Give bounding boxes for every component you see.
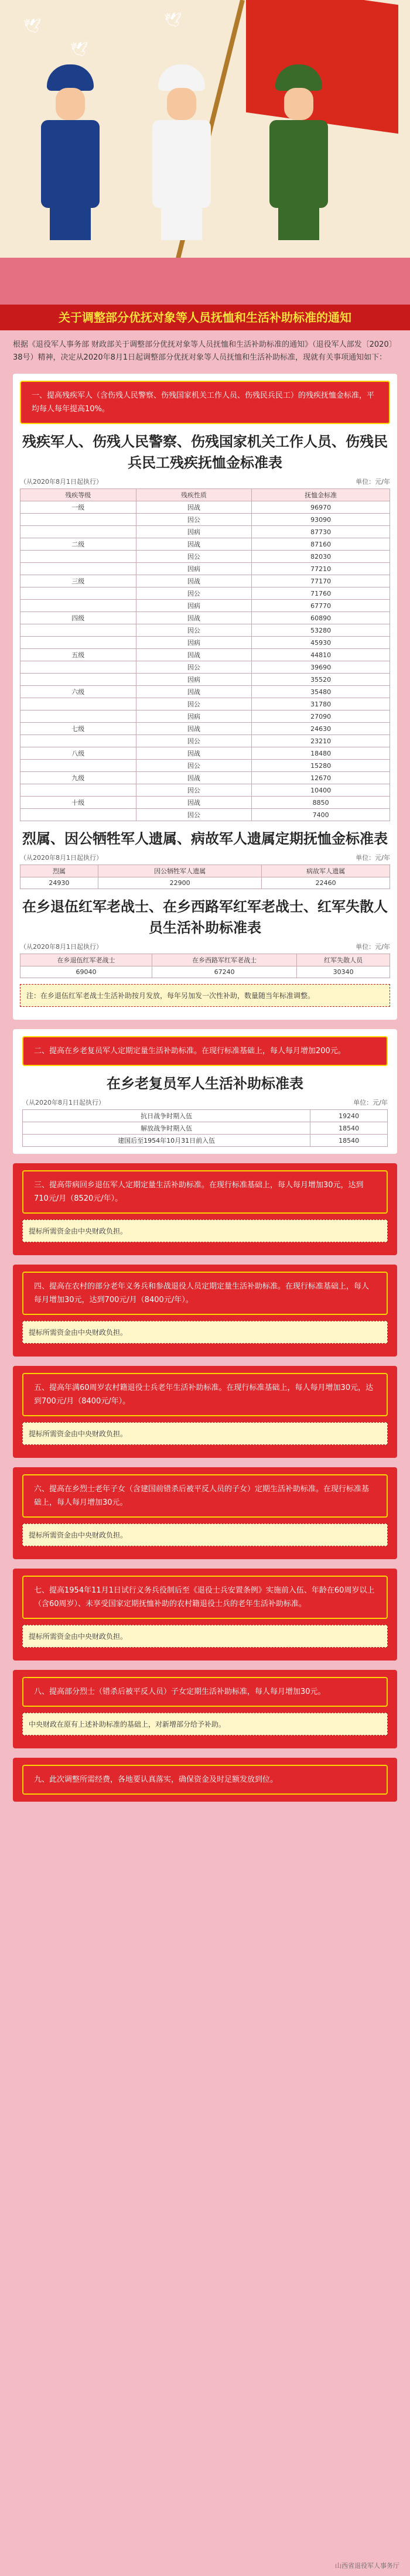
table1-note: （从2020年8月1日起执行） 单位：元/年 — [20, 478, 390, 486]
table-row — [20, 514, 390, 526]
table-cell: 因公 — [136, 661, 252, 674]
table-cell: 53280 — [252, 624, 390, 637]
table-row — [20, 661, 390, 674]
table-cell: 24930 — [20, 877, 98, 889]
item7-box: 七、提高1954年11月1日试行义务兵役制后至《退役士兵安置条例》实施前入伍、年龄在60周岁以上（含60周岁）、未享受国家定期抚恤补助的农村籍退役士兵的老年生活补助标准。 — [22, 1576, 388, 1619]
table-row — [20, 612, 390, 624]
table-cell: 22900 — [98, 877, 262, 889]
table-header-cell: 因公牺牲军人遗属 — [98, 865, 262, 877]
table-cell: 因公 — [136, 784, 252, 797]
table-row — [20, 637, 390, 649]
table-cell: 七级 — [20, 723, 136, 735]
table-cell: 27090 — [252, 710, 390, 723]
table-cell: 18480 — [252, 747, 390, 760]
table-cell: 因病 — [136, 563, 252, 575]
table-cell: 71760 — [252, 587, 390, 600]
item4-card — [13, 1265, 397, 1357]
table-cell: 18540 — [310, 1135, 388, 1147]
page-title: 关于调整部分优抚对象等人员抚恤和生活补助标准的通知 — [0, 305, 410, 330]
table-row — [20, 575, 390, 587]
item7-subnote: 提标所需资金由中央财政负担。 — [22, 1625, 388, 1648]
table-cell — [20, 551, 136, 563]
table-header-cell: 抚恤金标准 — [252, 489, 390, 501]
table-cell: 96970 — [252, 501, 390, 514]
table-cell — [20, 514, 136, 526]
item8-card — [13, 1670, 397, 1748]
item9-box: 九、此次调整所需经费，各地要认真落实，确保资金及时足额发放到位。 — [22, 1765, 388, 1795]
table-cell — [20, 735, 136, 747]
table-row — [23, 1135, 388, 1147]
table-row — [20, 538, 390, 551]
table-cell: 15280 — [252, 760, 390, 772]
table-cell: 因公 — [136, 514, 252, 526]
table-header-cell: 红军失散人员 — [297, 954, 390, 966]
dove-icon: 🕊 — [164, 12, 182, 28]
soldier-navy — [146, 64, 217, 240]
table2-title: 烈属、因公牺牲军人遗属、病故军人遗属定期抚恤金标准表 — [22, 831, 388, 847]
item5-card — [13, 1366, 397, 1458]
table-header-cell: 烈属 — [20, 865, 98, 877]
table-cell: 因战 — [136, 797, 252, 809]
table-row — [20, 649, 390, 661]
table-row — [20, 526, 390, 538]
table-cell: 十级 — [20, 797, 136, 809]
table-cell: 解放战争时期入伍 — [23, 1122, 310, 1135]
table-cell: 30340 — [297, 966, 390, 978]
table-row — [20, 624, 390, 637]
table-cell: 因公 — [136, 698, 252, 710]
table-row — [20, 710, 390, 723]
table-cell — [20, 587, 136, 600]
table-cell: 因病 — [136, 600, 252, 612]
item5-box: 五、提高年满60周岁农村籍退役士兵老年生活补助标准。在现行标准基础上，每人每月增加30元，达到700元/月（8400元/年）。 — [22, 1373, 388, 1416]
table-row — [20, 551, 390, 563]
table-cell: 四级 — [20, 612, 136, 624]
table-header-cell: 在乡西路军红军老战士 — [152, 954, 297, 966]
table1 — [20, 488, 390, 821]
table-cell: 因战 — [136, 649, 252, 661]
table-row — [20, 600, 390, 612]
table-cell: 39690 — [252, 661, 390, 674]
table-cell: 因公 — [136, 587, 252, 600]
table-cell: 18540 — [310, 1122, 388, 1135]
item8-subnote: 中央财政在原有上述补助标准的基础上，对新增部分给予补助。 — [22, 1713, 388, 1735]
table-cell: 五级 — [20, 649, 136, 661]
table1-title: 残疾军人、伤残人民警察、伤残国家机关工作人员、伤残民兵民工残疾抚恤金标准表 — [22, 433, 388, 471]
table-cell — [20, 600, 136, 612]
table-cell: 77170 — [252, 575, 390, 587]
table-cell — [20, 563, 136, 575]
item1-card — [13, 374, 397, 1020]
item3-subnote: 提标所需资金由中央财政负担。 — [22, 1219, 388, 1242]
item6-card — [13, 1467, 397, 1559]
table4 — [22, 1109, 388, 1147]
table-row — [20, 501, 390, 514]
table-row — [20, 797, 390, 809]
table-cell — [20, 809, 136, 821]
item1-box: 一、提高残疾军人（含伤残人民警察、伤残国家机关工作人员、伤残民兵民工）的残疾抚恤金标准，平均每人每年提高10%。 — [20, 381, 390, 424]
table-row — [23, 1110, 388, 1122]
table2 — [20, 865, 390, 889]
table-cell — [20, 624, 136, 637]
table-row — [20, 772, 390, 784]
table-cell: 二级 — [20, 538, 136, 551]
table-cell: 因病 — [136, 637, 252, 649]
item6-subnote: 提标所需资金由中央财政负担。 — [22, 1523, 388, 1546]
table-header-cell: 残疾等级 — [20, 489, 136, 501]
item6-box: 六、提高在乡烈士老年子女（含建国前错杀后被平反人员的子女）定期生活补助标准。在现行标准基础上，每人每月增加30元。 — [22, 1474, 388, 1518]
table3-note: （从2020年8月1日起执行） 单位：元/年 — [20, 943, 390, 951]
table-cell — [20, 710, 136, 723]
table-cell: 12670 — [252, 772, 390, 784]
table-cell: 因战 — [136, 747, 252, 760]
item7-card — [13, 1569, 397, 1661]
table-row — [20, 809, 390, 821]
table-cell: 22460 — [262, 877, 390, 889]
table-cell: 九级 — [20, 772, 136, 784]
item2-card — [13, 1029, 397, 1154]
table-row — [23, 1122, 388, 1135]
table-cell: 因战 — [136, 686, 252, 698]
table-cell: 因公 — [136, 760, 252, 772]
table-cell: 60890 — [252, 612, 390, 624]
dove-icon: 🕊 — [70, 41, 88, 57]
table-cell: 一级 — [20, 501, 136, 514]
table-header-cell: 病故军人遗属 — [262, 865, 390, 877]
table-cell: 87730 — [252, 526, 390, 538]
hero-illustration — [0, 0, 410, 328]
table-cell: 93090 — [252, 514, 390, 526]
table-cell — [20, 698, 136, 710]
table-cell: 8850 — [252, 797, 390, 809]
table-cell: 19240 — [310, 1110, 388, 1122]
table-cell: 67770 — [252, 600, 390, 612]
table-cell: 建国后至1954年10月31日前入伍 — [23, 1135, 310, 1147]
item8-box: 八、提高部分烈士（错杀后被平反人员）子女定期生活补助标准，每人每月增加30元。 — [22, 1677, 388, 1707]
table-cell: 因战 — [136, 772, 252, 784]
table4-note: （从2020年8月1日起执行） 单位：元/年 — [22, 1099, 388, 1106]
table-cell: 82030 — [252, 551, 390, 563]
item3-box: 三、提高带病回乡退伍军人定期定量生活补助标准。在现行标准基础上，每人每月增加30元，达到710元/月（8520元/年）。 — [22, 1170, 388, 1214]
table4-title: 在乡老复员军人生活补助标准表 — [107, 1075, 303, 1092]
item3-card — [13, 1163, 397, 1255]
table-row — [20, 686, 390, 698]
table-cell: 三级 — [20, 575, 136, 587]
table-cell: 因战 — [136, 538, 252, 551]
table-cell: 31780 — [252, 698, 390, 710]
table-cell: 因公 — [136, 809, 252, 821]
table-cell — [20, 637, 136, 649]
table-row — [20, 784, 390, 797]
dove-icon: 🕊 — [23, 18, 42, 34]
table3-title: 在乡退伍红军老战士、在乡西路军红军老战士、红军失散人员生活补助标准表 — [22, 898, 388, 936]
footer-source: 山西省退役军人事务厅 — [335, 2562, 399, 2570]
table-cell: 因战 — [136, 723, 252, 735]
table-cell: 因战 — [136, 575, 252, 587]
table-cell — [20, 674, 136, 686]
table-cell: 因公 — [136, 624, 252, 637]
table-header-cell: 残疾性质 — [136, 489, 252, 501]
table-cell: 87160 — [252, 538, 390, 551]
table-row — [20, 735, 390, 747]
table-header-cell: 在乡退伍红军老战士 — [20, 954, 152, 966]
table-cell: 六级 — [20, 686, 136, 698]
table-cell: 69040 — [20, 966, 152, 978]
item5-subnote: 提标所需资金由中央财政负担。 — [22, 1422, 388, 1445]
table3-footnote: 注：在乡退伍红军老战士生活补助按月发放，每年另加发一次性补助，数量随当年标准调整。 — [20, 984, 390, 1007]
table-cell: 因病 — [136, 710, 252, 723]
table2-note: （从2020年8月1日起执行） 单位：元/年 — [20, 854, 390, 862]
item4-box: 四、提高在农村的部分老年义务兵和参战退役人员定期定量生活补助标准。在现行标准基础上，每人每月增加30元，达到700元/月（8400元/年）。 — [22, 1272, 388, 1315]
table-cell: 八级 — [20, 747, 136, 760]
table-row — [20, 760, 390, 772]
table-cell: 抗日战争时期入伍 — [23, 1110, 310, 1122]
soldier-army — [264, 64, 334, 240]
table-cell: 因公 — [136, 735, 252, 747]
table-cell — [20, 661, 136, 674]
soldier-police — [35, 64, 105, 240]
table-row — [20, 747, 390, 760]
table-cell: 77210 — [252, 563, 390, 575]
table-row — [20, 674, 390, 686]
table-row — [20, 563, 390, 575]
table-cell: 因战 — [136, 501, 252, 514]
table-cell: 因公 — [136, 551, 252, 563]
table-cell: 23210 — [252, 735, 390, 747]
item9-card — [13, 1758, 397, 1802]
table-cell — [20, 760, 136, 772]
table-cell: 10400 — [252, 784, 390, 797]
table-cell: 24630 — [252, 723, 390, 735]
table-cell: 因病 — [136, 526, 252, 538]
table-cell: 67240 — [152, 966, 297, 978]
table-cell: 因病 — [136, 674, 252, 686]
table-cell: 44810 — [252, 649, 390, 661]
table-row — [20, 587, 390, 600]
item4-subnote: 提标所需资金由中央财政负担。 — [22, 1321, 388, 1344]
table-row — [20, 723, 390, 735]
table-cell — [20, 784, 136, 797]
intro-paragraph: 根据《退役军人事务部 财政部关于调整部分优抚对象等人员抚恤和生活补助标准的通知》（退役军人部发〔2020〕38号）精神，决定从2020年8月1日起调整部分优抚对象等人员抚恤和生活补助标准，现就有关事项通知如下： — [13, 340, 397, 362]
table-cell: 35520 — [252, 674, 390, 686]
table-row — [20, 698, 390, 710]
table-cell — [20, 526, 136, 538]
table-cell: 35480 — [252, 686, 390, 698]
table-cell: 7400 — [252, 809, 390, 821]
table-cell: 因战 — [136, 612, 252, 624]
table-cell: 45930 — [252, 637, 390, 649]
item2-box: 二、提高在乡老复员军人定期定量生活补助标准。在现行标准基础上，每人每月增加200元。 — [22, 1036, 388, 1066]
table3 — [20, 954, 390, 978]
